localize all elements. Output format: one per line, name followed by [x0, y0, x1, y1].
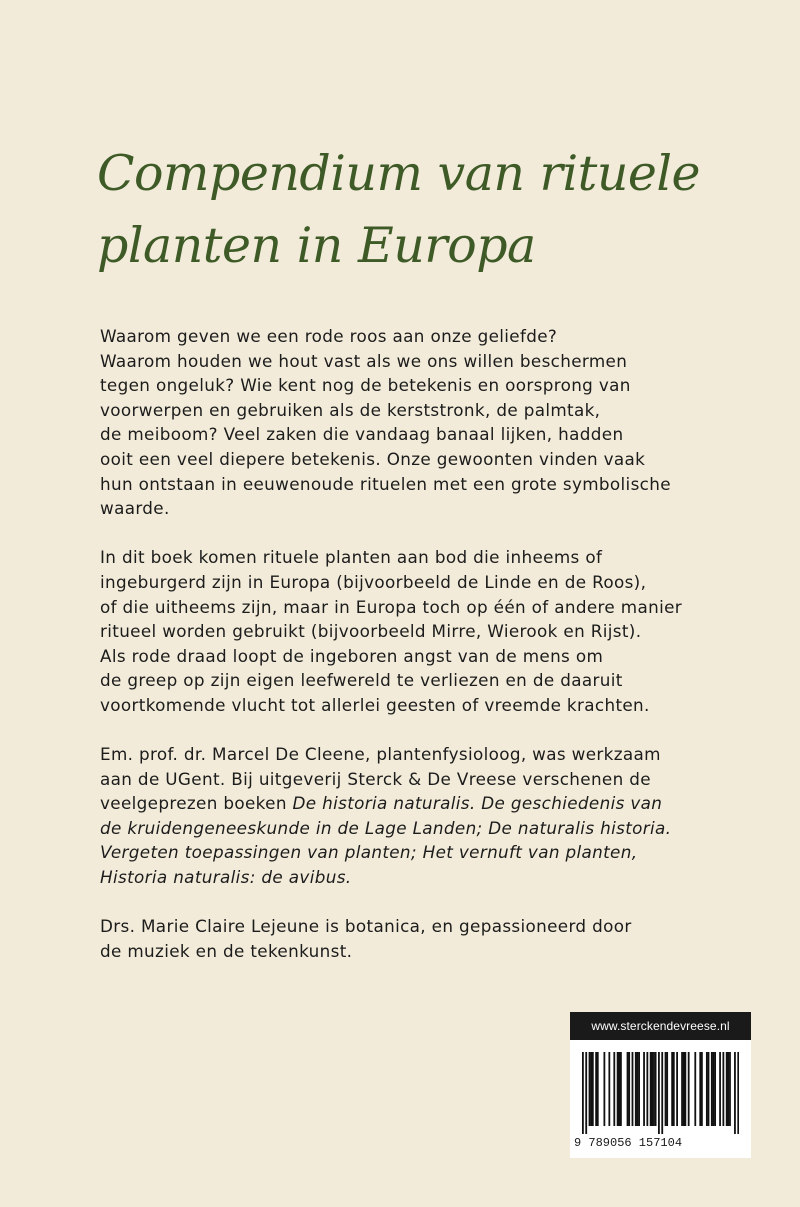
text-line: [100, 742, 720, 767]
barcode-bar: [681, 1052, 683, 1126]
text-segment: voorwerpen en gebruiken als de kerststronk, de palmtak,: [100, 399, 601, 420]
barcode-bar: [635, 1052, 637, 1126]
paragraph: [100, 742, 720, 890]
text-line: [100, 914, 720, 939]
book-title-reference: De historia naturalis. De geschiedenis van: [292, 793, 663, 814]
barcode-bar: [706, 1052, 708, 1126]
barcode-bar: [650, 1052, 652, 1126]
barcode-bar: [727, 1052, 729, 1126]
barcode-bar: [590, 1052, 592, 1126]
text-line: [100, 545, 720, 570]
text-segment: Drs. Marie Claire Lejeune is botanica, en gepassioneerd door: [100, 916, 632, 937]
barcode-bar: [646, 1052, 648, 1126]
text-line: [100, 791, 720, 816]
barcode-bar: [688, 1052, 690, 1126]
barcode-bar: [632, 1052, 634, 1126]
blurb-text: [100, 324, 720, 988]
title-line: Compendium van rituele: [97, 145, 701, 202]
text-segment: Als rode draad loopt de ingeboren angst van de mens om: [100, 645, 604, 666]
text-line: [100, 644, 720, 669]
text-line: [100, 693, 720, 718]
text-line: [100, 865, 720, 890]
text-line: [100, 840, 720, 865]
barcode-bar: [708, 1052, 710, 1126]
barcode-bar: [726, 1052, 728, 1126]
text-segment: waarde.: [100, 498, 170, 519]
barcode-bar: [658, 1052, 660, 1134]
barcode-bar: [734, 1052, 736, 1134]
barcode-bar: [676, 1052, 678, 1126]
text-line: [100, 668, 720, 693]
barcode-bar: [620, 1052, 622, 1126]
text-segment: Waarom geven we een rode roos aan onze geliefde?: [100, 326, 558, 346]
barcode-bar: [722, 1052, 724, 1126]
text-line: [100, 447, 720, 472]
text-line: [100, 595, 720, 620]
book-title-reference: Vergeten toepassingen van planten; Het vernuft van planten,: [100, 842, 638, 863]
text-line: [100, 349, 720, 374]
barcode-bar: [673, 1052, 675, 1126]
text-segment: ingeburgerd zijn in Europa (bijvoorbeeld de Linde en de Roos),: [100, 571, 647, 592]
barcode-bar: [592, 1052, 594, 1126]
barcode-bar: [618, 1052, 620, 1126]
barcode-bar: [711, 1052, 713, 1126]
barcode-bar: [684, 1052, 686, 1126]
text-line: [100, 767, 720, 792]
barcode-bar: [585, 1052, 587, 1134]
text-segment: Waarom houden we hout vast als we ons willen beschermen: [100, 350, 628, 371]
barcode-block: [570, 1012, 751, 1158]
barcode-bar: [701, 1052, 703, 1126]
text-line: [100, 324, 720, 349]
barcode-bar: [737, 1052, 739, 1134]
publisher-url: www.sterckendevreese.nl: [570, 1012, 751, 1040]
text-segment: voortkomende vlucht tot allerlei geesten of vreemde krachten.: [100, 694, 650, 715]
barcode-bar: [603, 1052, 605, 1126]
barcode-bar: [637, 1052, 639, 1126]
text-segment: tegen ongeluk? Wie kent nog de betekenis en oorsprong van: [100, 375, 631, 396]
text-line: [100, 619, 720, 644]
book-title-reference: Historia naturalis: de avibus.: [100, 867, 352, 888]
barcode-bar: [597, 1052, 599, 1126]
text-segment: Em. prof. dr. Marcel De Cleene, plantenfysioloog, was werkzaam: [100, 744, 661, 765]
text-line: [100, 472, 720, 497]
barcode-bar: [617, 1052, 619, 1126]
barcode-bar: [582, 1052, 584, 1134]
barcode-bar: [719, 1052, 721, 1126]
text-segment: ooit een veel diepere betekenis. Onze gewoonten vinden vaak: [100, 448, 646, 469]
barcode-bar: [661, 1052, 663, 1134]
barcode-bar: [665, 1052, 667, 1126]
barcode-bar: [613, 1052, 615, 1126]
paragraph: [100, 545, 720, 717]
barcode-bar: [666, 1052, 668, 1126]
barcode-bar: [608, 1052, 610, 1126]
barcode-bar: [638, 1052, 640, 1126]
title-line: planten in Europa: [97, 217, 536, 274]
barcode-bar: [628, 1052, 630, 1126]
barcode-bar: [729, 1052, 731, 1126]
barcode: [582, 1052, 739, 1134]
text-segment: aan de UGent. Bij uitgeverij Sterck & De Vreese verschenen de: [100, 768, 651, 789]
paragraph: [100, 914, 720, 963]
barcode-bar: [653, 1052, 655, 1126]
barcode-bar: [671, 1052, 673, 1126]
text-line: [100, 939, 720, 964]
text-line: [100, 570, 720, 595]
text-line: [100, 496, 720, 521]
paragraph: [100, 324, 720, 521]
barcode-bar: [595, 1052, 597, 1126]
barcode-bar: [655, 1052, 657, 1126]
text-segment: veelgeprezen boeken: [100, 793, 293, 814]
text-segment: de muziek en de tekenkunst.: [100, 940, 353, 961]
barcode-bar: [714, 1052, 716, 1126]
text-line: [100, 422, 720, 447]
text-line: [100, 398, 720, 423]
text-segment: In dit boek komen rituele planten aan bod die inheems of: [100, 547, 603, 568]
text-segment: de meiboom? Veel zaken die vandaag banaal lijken, hadden: [100, 424, 624, 445]
barcode-bar: [627, 1052, 629, 1126]
barcode-bar: [651, 1052, 653, 1126]
barcode-bar: [683, 1052, 685, 1126]
barcode-bar: [699, 1052, 701, 1126]
book-title-reference: de kruidengeneeskunde in de Lage Landen; De naturalis historia.: [100, 817, 672, 838]
barcode-bar: [643, 1052, 645, 1126]
isbn-number: 9 789056 157104: [574, 1136, 683, 1150]
text-segment: ritueel worden gebruikt (bijvoorbeeld Mirre, Wierook en Rijst).: [100, 621, 642, 642]
text-line: [100, 373, 720, 398]
text-line: [100, 816, 720, 841]
text-segment: de greep op zijn eigen leefwereld te verliezen en de daaruit: [100, 670, 623, 691]
barcode-bar: [589, 1052, 591, 1126]
text-segment: of die uitheems zijn, maar in Europa toch op één of andere manier: [100, 596, 683, 617]
barcode-bar: [713, 1052, 715, 1126]
barcode-bar: [694, 1052, 696, 1126]
book-title: [97, 138, 737, 282]
text-segment: hun ontstaan in eeuwenoude rituelen met een grote symbolische: [100, 473, 671, 494]
